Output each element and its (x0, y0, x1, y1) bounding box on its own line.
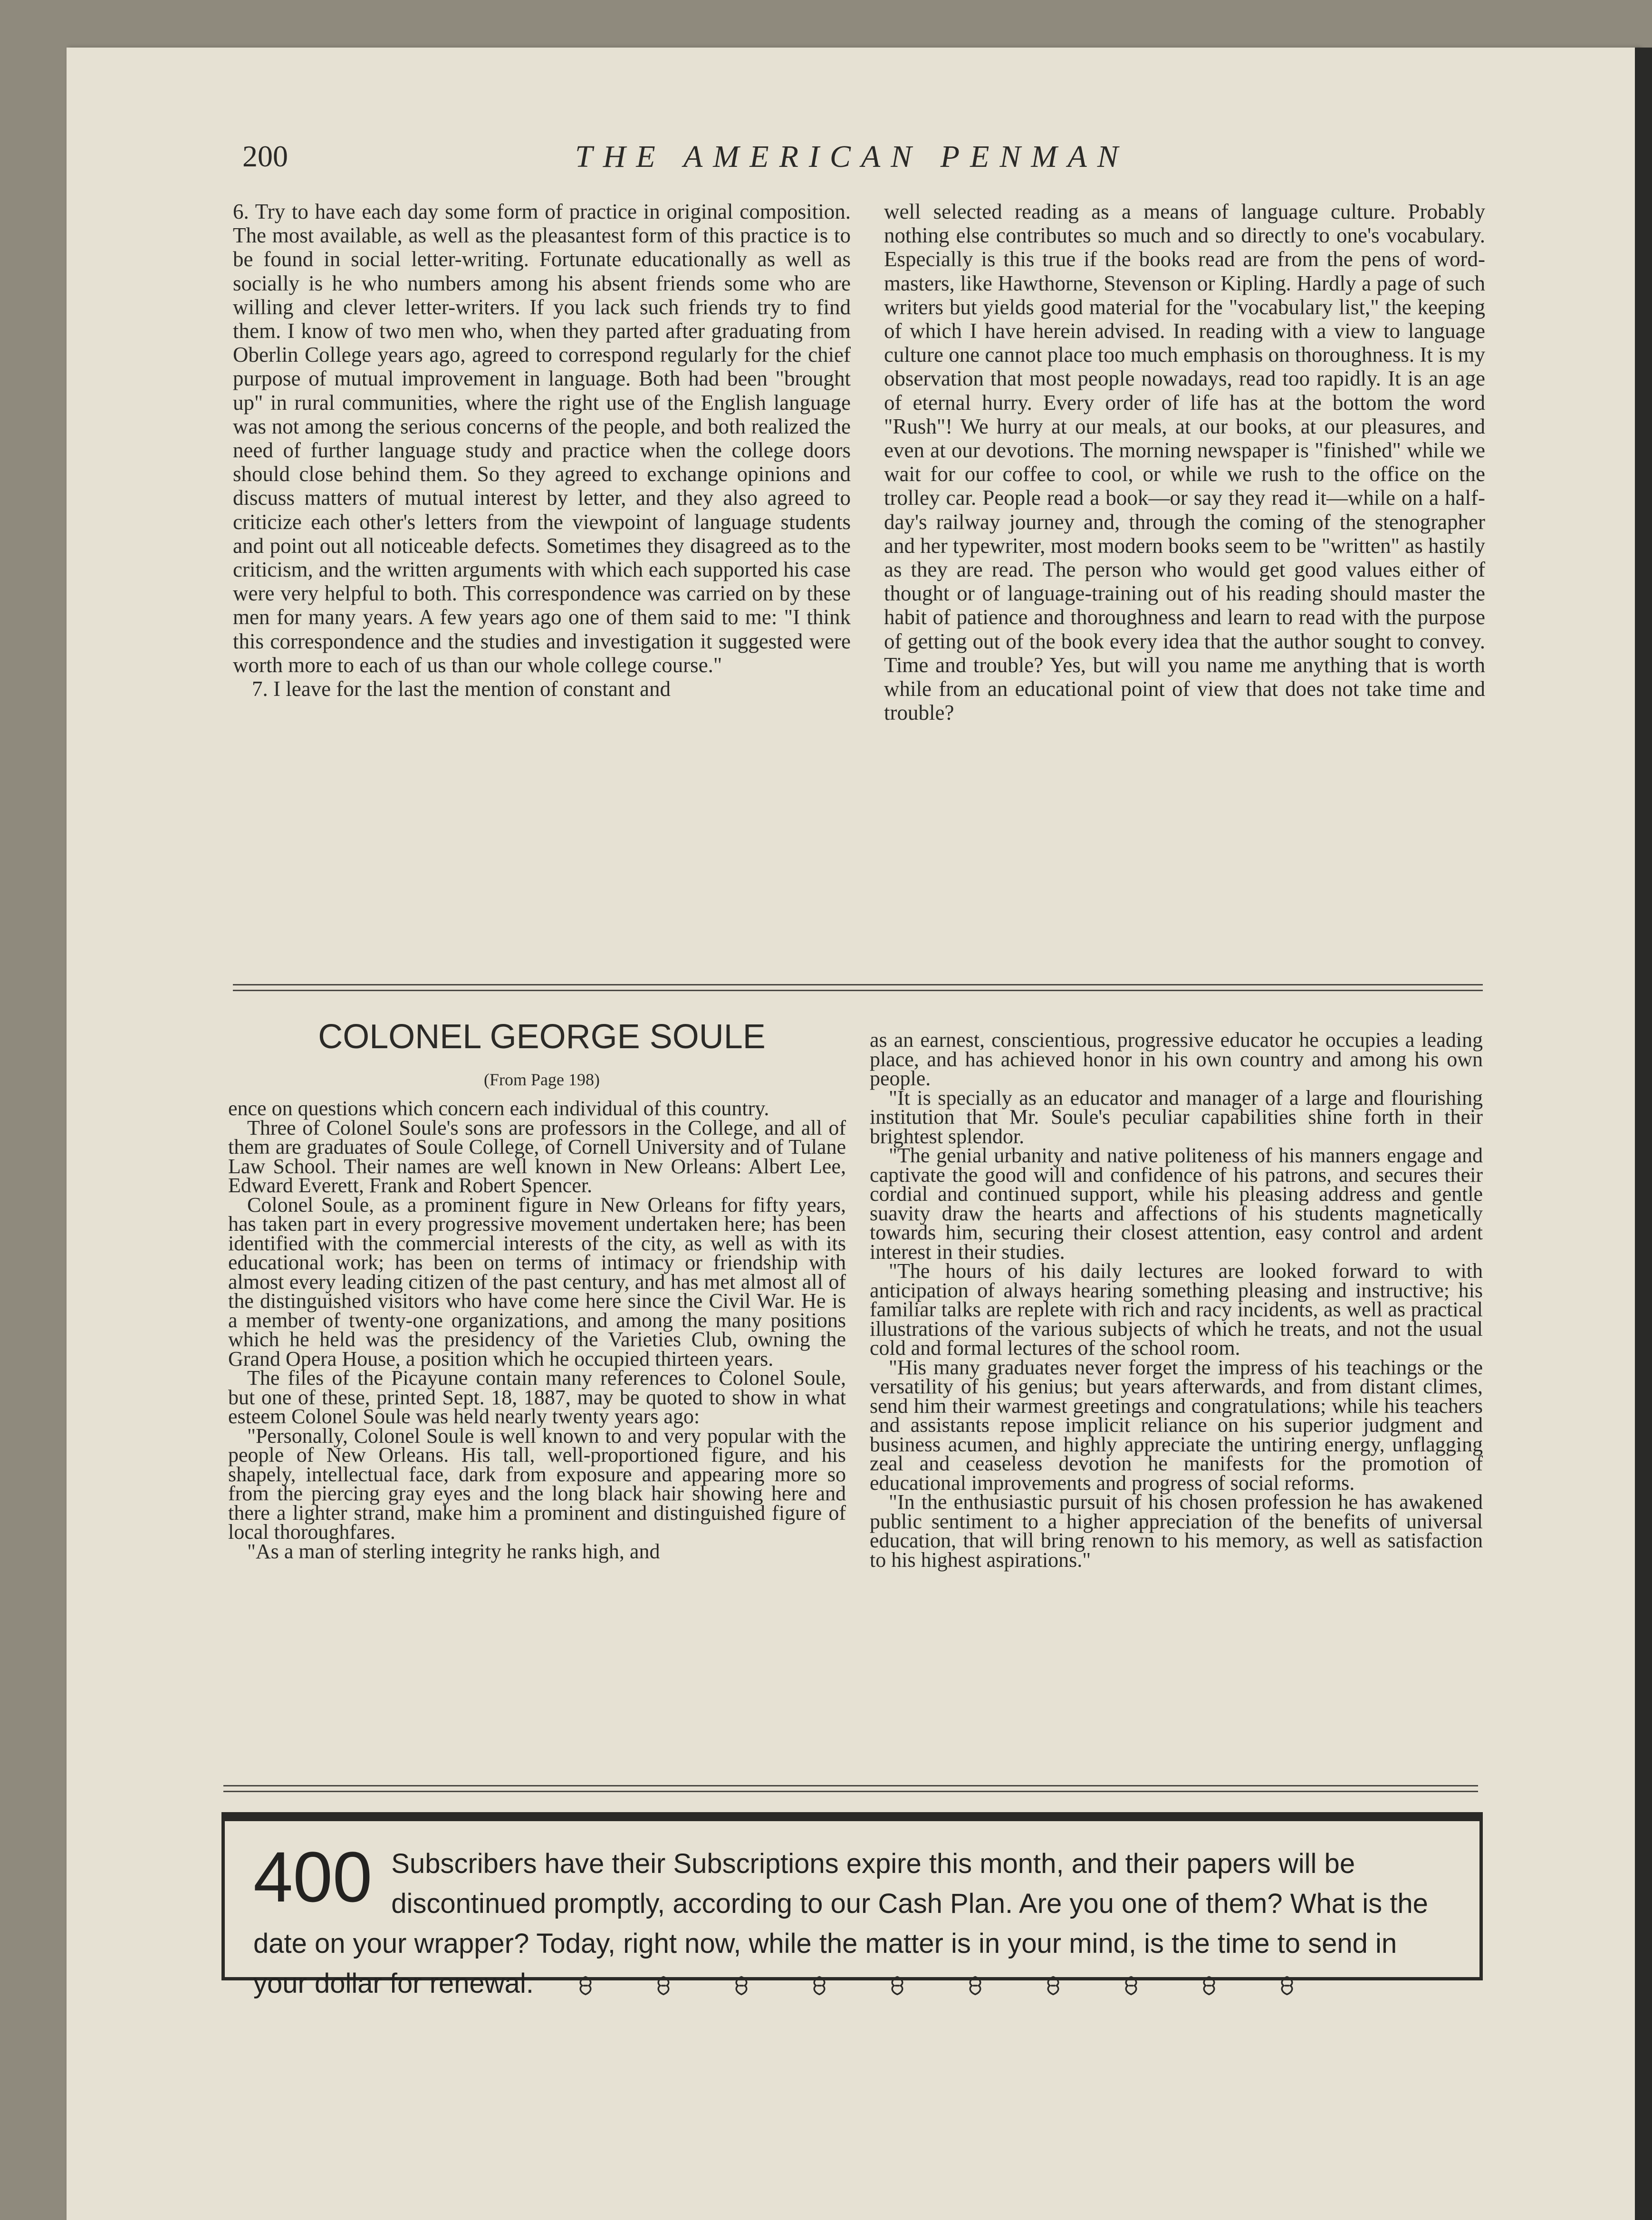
fleuron-icon (964, 1975, 986, 1997)
notice-top-bar (225, 1815, 1479, 1821)
paragraph: "His many graduates never forget the impress of his teachings or the versatility of his genius; but years afterwards, and from distant climes, send him their warmest greetings and congratulations; while his teachers and assistants repose implicit reliance on his superior judgment and business acumen, and highly appreciate the untiring energy, unflagging zeal and ceaseless devotion he manifests for the promotion of educational improvements and progress of social reforms. (870, 1355, 1483, 1495)
subscription-notice (221, 1812, 1483, 1999)
article-title: COLONEL GEORGE SOULE (318, 1018, 766, 1056)
fleuron-icon (886, 1975, 908, 1997)
paragraph: "The hours of his daily lectures are looked forward to with anticipation of always hearing something pleasing and instructive; his familiar talks are replete with rich and racy incidents, as well as practical illustrations of the various subjects of which he treats, and not the usual cold and formal lectures of the school room. (870, 1259, 1483, 1360)
fleuron-icon (575, 1975, 596, 1997)
divider (223, 1785, 1478, 1786)
paragraph: Colonel Soule, as a prominent figure in New Orleans for fifty years, has taken part in every progressive movement undertaken here; has been identified with the commercial interests of the city, as well as with its educational work; has been on terms of intimacy or friendship with almost every leading citizen of the past century, and has met almost all of the distinguished visitors who have come here since the Civil War. He is a member of twenty-one organizations, and among the many positions which he held was the presidency of the Varieties Club, owning the Grand Opera House, a position which he occupied thirteen years. (228, 1193, 846, 1371)
divider (233, 984, 1483, 985)
fleuron-icon (1042, 1975, 1064, 1997)
fleuron-icon (1120, 1975, 1142, 1997)
paragraph: Three of Colonel Soule's sons are professors in the College, and all of them are graduates of Soule College, of Cornell University and of Tulane Law School. Their names are well known in New Orleans: Albert Lee, Edward Everett, Frank and Robert Spencer. (228, 1116, 846, 1197)
journal-title: THE AMERICAN PENMAN (575, 139, 1129, 174)
soule-column-2 (870, 1028, 1483, 1572)
paragraph: as an earnest, conscientious, progressive educator he occupies a leading place, and has achieved honor in his own country and among his own people. (870, 1028, 1483, 1090)
page-edge (1635, 48, 1652, 2220)
paragraph: The files of the Picayune contain many references to Colonel Soule, but one of these, printed Sept. 18, 1887, may be quoted to show in what esteem Colonel Soule was held nearly twenty years ago: (228, 1366, 846, 1428)
page-number: 200 (242, 139, 288, 173)
ornament-row (541, 1968, 1298, 1999)
divider (223, 1791, 1478, 1792)
paragraph: "Personally, Colonel Soule is well known to and very popular with the people of New Orleans. His tall, well-proportioned figure, and his shapely, intellectual face, dark from exposure and appearing more so from the piercing gray eyes and the long black hair showing here and there a lighter strand, make him a prominent and distinguished figure of local thoroughfares. (228, 1424, 846, 1544)
notice-text: Subscribers have their Subscriptions expire this month, and their papers will be discontinued promptly, according to our Cash Plan. Are you one of them? What is the date on your wrapper? Today, right now, while the matter is in your mind, is the time to send in your dollar for renewal. (253, 1848, 1428, 1999)
soule-column-1 (228, 1099, 846, 1561)
fleuron-icon (1276, 1975, 1298, 1997)
article-subtitle: (From Page 198) (484, 1070, 600, 1089)
running-header (242, 139, 1459, 182)
fleuron-icon (653, 1975, 674, 1997)
paragraph: well selected reading as a means of language culture. Probably nothing else contributes so much and so directly to one's vocabulary. Especially is this true if the books read are from the pens of word-masters, like Hawthorne, Stevenson or Kipling. Hardly a page of such writers but yields good material for the "vocabulary list," the keeping of which I have herein advised. In reading with a view to language culture one cannot place too much emphasis on thoroughness. It is my observation that most people nowadays, read too rapidly. It is an age of eternal hurry. Every order of life has at the bottom the word "Rush"! We hurry at our meals, at our books, at our pleasures, and even at our devotions. The morning newspaper is "finished" while we wait for our coffee to cool, or while we rush to the office on the trolley car. People read a book—or say they read it—while on a half-day's railway journey and, through the coming of the stenographer and her typewriter, most modern books seem to be "written" as hastily as they are read. The person who would get good values either of thought or of language-training out of his reading should master the habit of patience and thoroughness and learn to read with the purpose of getting out of the book every idea that the author sought to convey. Time and trouble? Yes, but will you name me anything that is worth while from an educational point of view that does not take time and trouble? (884, 200, 1485, 725)
top-article-column-1 (233, 200, 851, 701)
paragraph: "The genial urbanity and native politeness of his manners engage and captivate the good will and confidence of his patrons, and secures their cordial and continued support, while his pleasing address and gentle suavity draw the hearts and affections of his students magnetically towards him, securing their closest attention, easy control and ardent interest in their studies. (870, 1144, 1483, 1264)
fleuron-icon (1198, 1975, 1220, 1997)
top-article-column-2 (884, 200, 1485, 724)
paragraph: "In the enthusiastic pursuit of his chosen profession he has awakened public sentiment to a higher appreciation of the benefits of universal education, that will bring renown to his memory, as well as satisfaction to his highest aspirations." (870, 1490, 1483, 1572)
divider (233, 990, 1483, 991)
notice-number: 400 (253, 1837, 373, 1917)
fleuron-icon (730, 1975, 752, 1997)
paragraph: "As a man of sterling integrity he ranks high, and (247, 1539, 660, 1563)
paragraph: 7. I leave for the last the mention of constant and (252, 677, 671, 701)
fleuron-icon (808, 1975, 830, 1997)
paragraph: 6. Try to have each day some form of practice in original composition. The most available, as well as the pleasantest form of this practice is to be found in social letter-writing. Fortunate educationally as well as socially is he who numbers among his absent friends some who are willing and clever letter-writers. If you lack such friends try to find them. I know of two men who, when they parted after graduating from Oberlin College years ago, agreed to correspond regularly for the chief purpose of mutual improvement in language. Both had been "brought up" in rural communities, where the right use of the English language was not among the serious concerns of the people, and both realized the need of further language study and practice when the college doors should close behind them. So they agreed to exchange opinions and discuss matters of mutual interest by letter, and they also agreed to criticize each other's letters from the viewpoint of language students and point out all noticeable defects. Sometimes they disagreed as to the criticism, and the written arguments with which each supported his case were very helpful to both. This correspondence was carried on by these men for many years. A few years ago one of them said to me: "I think this correspondence and the studies and investigation it suggested were worth more to each of us than our whole college course." (233, 200, 851, 677)
paragraph: ence on questions which concern each individual of this country. (228, 1097, 769, 1120)
paragraph: "It is specially as an educator and manager of a large and flourishing institution that Mr. Soule's peculiar capabilities shine forth in their brightest splendor. (870, 1086, 1483, 1148)
notice-body (253, 1837, 1456, 2004)
